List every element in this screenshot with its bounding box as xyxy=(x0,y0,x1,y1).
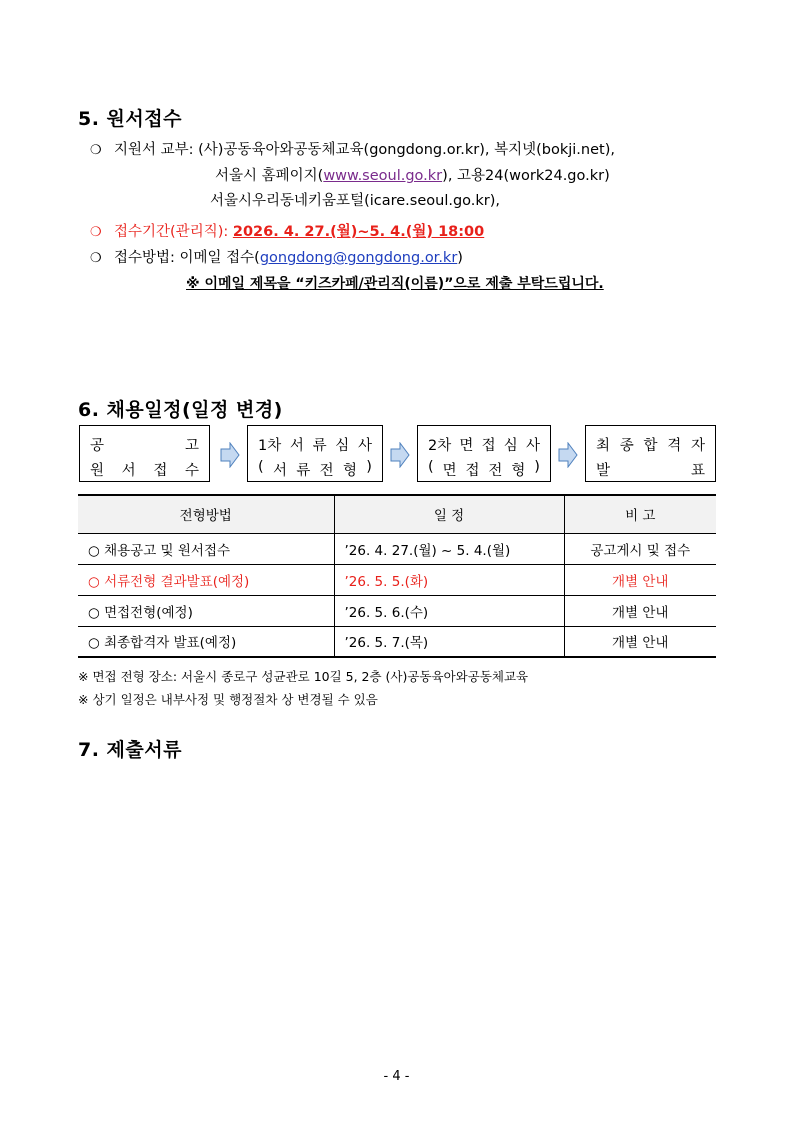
row-date: ’26. 5. 7.(목) xyxy=(334,626,564,657)
flow-char: 접 xyxy=(465,463,480,479)
flow-step-line1 xyxy=(258,434,372,455)
flow-step-line2 xyxy=(90,459,199,480)
flow-step-line1 xyxy=(428,434,540,455)
footnote-interview-location: ※ 면접 전형 장소: 서울시 종로구 성균관로 10길 5, 2층 (사)공동육아와공동체교육 xyxy=(78,669,529,684)
flow-step-announcement xyxy=(79,425,210,482)
table-row xyxy=(78,595,716,626)
row-method: ○ 최종합격자 발표(예정) xyxy=(78,626,334,657)
flow-char: 자 xyxy=(690,438,705,454)
table-row xyxy=(78,564,716,595)
distribution-line1: (사)공동육아와공동체교육(gongdong.or.kr), 복지넷(bokji.net), xyxy=(198,142,615,158)
flow-step-line1 xyxy=(90,434,199,455)
method-tail: ) xyxy=(457,250,463,266)
flow-char: 1차 xyxy=(258,438,282,454)
distribution-line2-tail: ), 고용24(work24.go.kr) xyxy=(442,168,610,184)
bullet-icon: ❍ xyxy=(90,143,102,158)
application-distribution xyxy=(90,138,615,159)
arrow-right-icon xyxy=(558,442,578,468)
table-header-row xyxy=(78,495,716,533)
flow-char: ( xyxy=(258,459,264,475)
header-method: 전형방법 xyxy=(78,495,334,533)
flow-char: 종 xyxy=(619,438,634,454)
period-value: 2026. 4. 27.(월)~5. 4.(월) 18:00 xyxy=(232,224,485,240)
flow-step-final-announcement xyxy=(585,425,716,482)
row-date: ’26. 4. 27.(월) ~ 5. 4.(월) xyxy=(334,533,564,564)
flow-char: 형 xyxy=(511,463,526,479)
flow-char: 서 xyxy=(289,438,304,454)
flow-step-line2 xyxy=(258,459,372,480)
table-row xyxy=(78,533,716,564)
row-method: ○ 서류전형 결과발표(예정) xyxy=(78,564,334,595)
arrow-right-icon xyxy=(220,442,240,468)
flow-char: 고 xyxy=(184,438,199,454)
bullet-icon: ❍ xyxy=(90,251,102,266)
flow-char: 표 xyxy=(690,463,705,479)
distribution-line3: 서울시우리동네키움포털(icare.seoul.go.kr), xyxy=(210,193,501,209)
flow-char: 접 xyxy=(481,438,496,454)
flow-char: 공 xyxy=(90,438,105,454)
flow-char: 심 xyxy=(503,438,518,454)
flow-char: 최 xyxy=(596,438,611,454)
arrow-right-icon xyxy=(390,442,410,468)
row-note: 공고게시 및 접수 xyxy=(564,533,716,564)
method-label: 접수방법: 이메일 접수( xyxy=(114,250,260,266)
flow-char: 류 xyxy=(312,438,327,454)
flow-char: 서 xyxy=(121,463,136,479)
flow-step-line2 xyxy=(428,459,540,480)
row-note: 개별 안내 xyxy=(564,595,716,626)
flow-char: 형 xyxy=(342,463,357,479)
flow-char: 발 xyxy=(596,463,611,479)
schedule-table xyxy=(78,494,716,658)
flow-char: ( xyxy=(428,459,434,475)
row-note: 개별 안내 xyxy=(564,564,716,595)
section-7-title: 7. 제출서류 xyxy=(78,739,182,761)
flow-step-interview xyxy=(417,425,551,482)
flow-char: 사 xyxy=(357,438,372,454)
flow-char: ) xyxy=(534,459,540,475)
flow-step-line2 xyxy=(596,459,705,480)
distribution-line2-text: 서울시 홈페이지( xyxy=(215,168,324,184)
row-note: 개별 안내 xyxy=(564,626,716,657)
flow-char: 서 xyxy=(272,463,287,479)
flow-char: 전 xyxy=(319,463,334,479)
flow-char: 면 xyxy=(442,463,457,479)
header-note: 비 고 xyxy=(564,495,716,533)
application-method xyxy=(90,246,463,267)
distribution-line2 xyxy=(215,164,610,185)
email-link[interactable]: gongdong@gongdong.or.kr xyxy=(259,250,458,266)
distribution-label: 지원서 교부: xyxy=(114,142,199,158)
email-subject-note: ※ 이메일 제목을 “키즈카페/관리직(이름)”으로 제출 부탁드립니다. xyxy=(186,276,604,292)
header-date: 일 정 xyxy=(334,495,564,533)
section-6-title: 6. 채용일정(일정 변경) xyxy=(78,399,283,421)
footnote-schedule-change: ※ 상기 일정은 내부사정 및 행정절차 상 변경될 수 있음 xyxy=(78,692,378,707)
flow-char: 원 xyxy=(90,463,105,479)
row-method: ○ 면접전형(예정) xyxy=(78,595,334,626)
page-number: - 4 - xyxy=(383,1069,410,1084)
flow-char: 격 xyxy=(667,438,682,454)
flow-step-line1 xyxy=(596,434,705,455)
flow-char: 사 xyxy=(525,438,540,454)
flow-char: 면 xyxy=(459,438,474,454)
flow-char: 류 xyxy=(296,463,311,479)
flow-char: 전 xyxy=(488,463,503,479)
row-date: ’26. 5. 6.(수) xyxy=(334,595,564,626)
flow-char: ) xyxy=(366,459,372,475)
seoul-link[interactable]: www.seoul.go.kr xyxy=(323,168,443,184)
section-5-title: 5. 원서접수 xyxy=(78,108,182,130)
flow-char: 합 xyxy=(643,438,658,454)
row-method: ○ 채용공고 및 원서접수 xyxy=(78,533,334,564)
period-label: 접수기간(관리직): xyxy=(114,224,233,240)
table-row xyxy=(78,626,716,657)
bullet-icon: ❍ xyxy=(90,225,102,240)
flow-step-document-review xyxy=(247,425,383,482)
flow-char: 심 xyxy=(335,438,350,454)
flow-char: 접 xyxy=(153,463,168,479)
application-period xyxy=(90,220,484,241)
flow-char: 2차 xyxy=(428,438,452,454)
row-date: ’26. 5. 5.(화) xyxy=(334,564,564,595)
flow-char: 수 xyxy=(184,463,199,479)
